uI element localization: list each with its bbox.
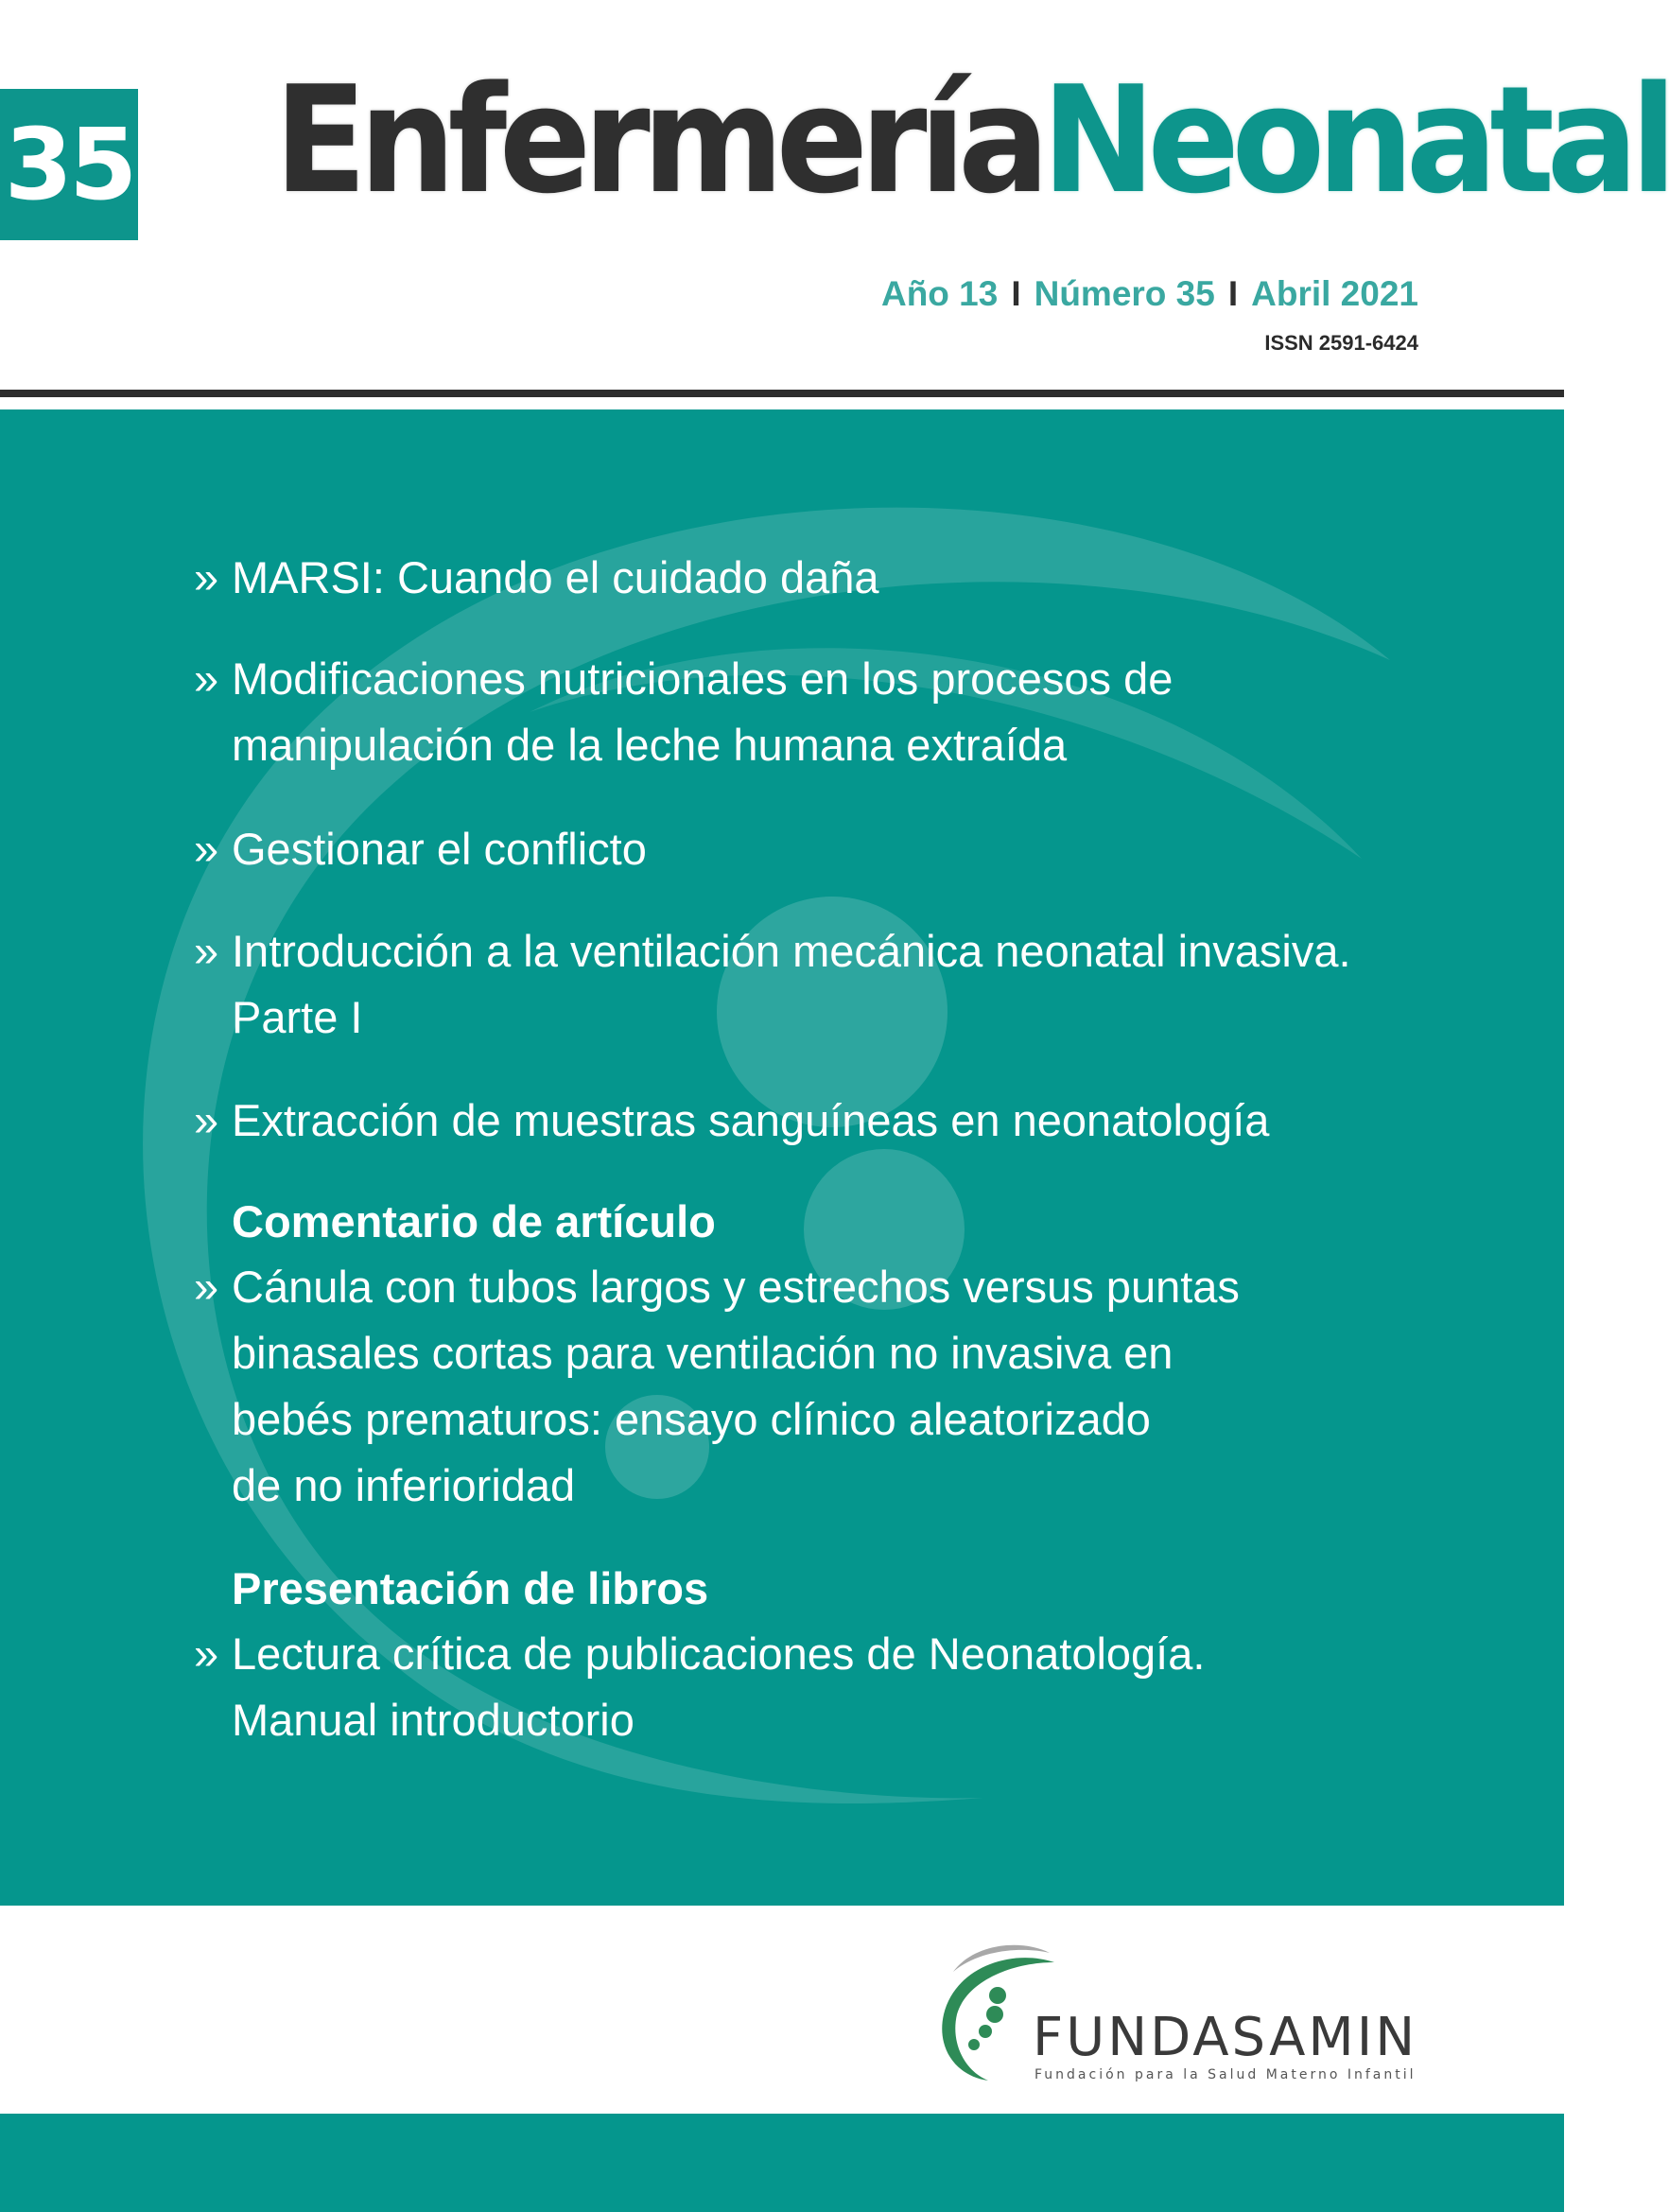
footer-band: [0, 2114, 1564, 2212]
issue-info: [881, 274, 1418, 314]
article-title-line: bebés prematuros: ensayo clínico aleatorizado: [232, 1394, 1151, 1444]
bullet-marker: »: [194, 1095, 219, 1145]
contents-panel: [0, 409, 1564, 1906]
article-title-line: manipulación de la leche humana extraída: [232, 720, 1068, 770]
journal-title-part2: Neonatal: [1041, 54, 1669, 226]
bullet-marker: »: [194, 552, 219, 602]
article-title-line: Parte I: [232, 992, 363, 1042]
bullet-marker: »: [194, 653, 219, 704]
article-title-line: Lectura crítica de publicaciones de Neonatología.: [232, 1629, 1206, 1679]
bullet-marker: »: [194, 1262, 219, 1312]
separator: I: [1227, 274, 1239, 313]
issue-date: Abril 2021: [1251, 274, 1418, 313]
article-title-line: binasales cortas para ventilación no invasiva en: [232, 1328, 1174, 1378]
article-title-line: Extracción de muestras sanguíneas en neonatología: [232, 1095, 1270, 1145]
header-rule: [0, 390, 1564, 397]
section-heading-books: Presentación de libros: [232, 1563, 709, 1613]
article-title-line: Introducción a la ventilación mecánica neonatal invasiva.: [232, 926, 1351, 976]
article-title-line: Manual introductorio: [232, 1695, 635, 1745]
issue-number: Número 35: [1034, 274, 1215, 313]
article-title-line: Modificaciones nutricionales en los procesos de: [232, 653, 1174, 704]
journal-title: [274, 54, 1669, 226]
issn: ISSN 2591-6424: [1264, 331, 1418, 355]
issue-year: Año 13: [880, 274, 999, 313]
article-title-line: de no inferioridad: [232, 1460, 576, 1510]
bullet-marker: »: [194, 824, 219, 874]
issue-number-badge: 35: [0, 89, 138, 240]
bullet-marker: »: [194, 926, 219, 976]
journal-title-part1: Enfermería: [274, 54, 1042, 226]
section-heading-comment: Comentario de artículo: [232, 1196, 716, 1246]
bullet-marker: »: [194, 1629, 219, 1679]
publisher-tagline: Fundación para la Salud Materno Infantil: [1034, 2067, 1417, 2082]
article-title-line: MARSI: Cuando el cuidado daña: [232, 552, 879, 602]
article-title-line: Gestionar el conflicto: [232, 824, 647, 874]
table-of-contents: [0, 409, 1564, 1906]
separator: I: [1011, 274, 1021, 313]
publisher-name: FUNDASAMIN: [1033, 2007, 1418, 2068]
article-title-line: Cánula con tubos largos y estrechos versus puntas: [232, 1262, 1240, 1312]
